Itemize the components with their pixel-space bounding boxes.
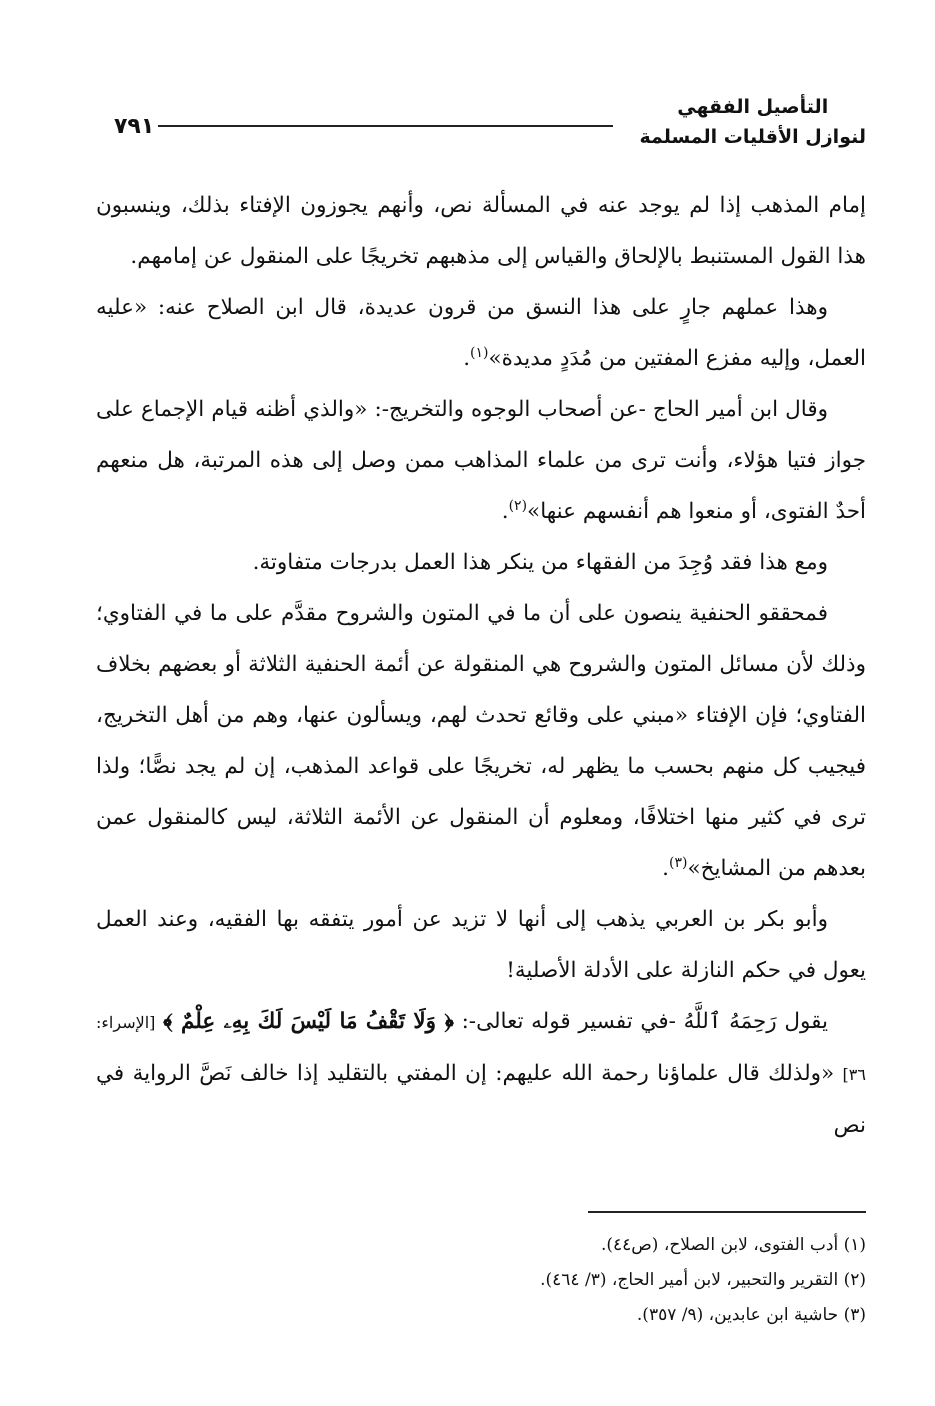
footnote-ref-3[interactable]: (٣) xyxy=(668,854,688,871)
footnote-ref-2[interactable]: (٢) xyxy=(508,497,528,514)
paragraph-2 xyxy=(96,282,866,384)
footnote-1: (١) أدب الفتوى، لابن الصلاح، (ص٤٤). xyxy=(600,1235,866,1255)
paragraph-4: ومع هذا فقد وُجِدَ من الفقهاء من ينكر هذا العمل بدرجات متفاوتة. xyxy=(252,550,828,575)
paragraph-2-text: وهذا عملهم جارٍ على هذا النسق من قرون عديدة، قال ابن الصلاح عنه: «عليه العمل، وإليه مفزع المفتين من مُدَدٍ مديدة» xyxy=(96,295,866,371)
body-text xyxy=(96,180,866,1151)
footnote-separator xyxy=(588,1211,866,1213)
footnotes xyxy=(96,1228,866,1333)
paragraph-7-intro: يقول رَحِمَهُ ٱللَّهُ -في تفسير قوله تعالى-: xyxy=(461,1009,828,1034)
running-title xyxy=(639,92,866,152)
paragraph-3-text: وقال ابن أمير الحاج -عن أصحاب الوجوه والتخريج-: «والذي أظنه قيام الإجماع على جواز فتيا هؤلاء، وأنت ترى من علماء المذاهب ممن وصل إلى هذه المرتبة، هل منعهم أحدٌ الفتوى، أو منعوا هم أنفسهم عنها» xyxy=(96,397,866,524)
verse-citation: [الإسراء: ٣٦] xyxy=(96,1013,866,1084)
paragraph-1: إمام المذهب إذا لم يوجد عنه في المسألة نص، وأنهم يجوزون الإفتاء بذلك، وينسبون هذا القول المستنبط بالإلحاق والقياس إلى مذهبهم تخريجًا على المنقول عن إمامهم. xyxy=(96,193,866,269)
footnote-3: (٣) حاشية ابن عابدين، (٩/ ٣٥٧). xyxy=(636,1305,866,1325)
paragraph-5 xyxy=(96,588,866,894)
header-rule xyxy=(158,125,613,127)
page-header xyxy=(86,92,866,162)
paragraph-6: وأبو بكر بن العربي يذهب إلى أنها لا تزيد عن أمور يتفقه بها الفقيه، وعند العمل يعول في حكم النازلة على الأدلة الأصلية! xyxy=(96,907,866,983)
paragraph-5-end: . xyxy=(662,856,669,881)
paragraph-3 xyxy=(96,384,866,537)
paragraph-3-end: . xyxy=(501,499,509,524)
running-title-line2: لنوازل الأقليات المسلمة xyxy=(639,126,866,148)
footnote-2: (٢) التقرير والتحبير، لابن أمير الحاج، (٣/ ٤٦٤). xyxy=(540,1270,866,1290)
quran-verse: ﴿ وَلَا تَقْفُ مَا لَيْسَ لَكَ بِهِۦ عِلْمٌ ﴾ xyxy=(163,1009,454,1034)
running-title-line1: التأصيل الفقهي xyxy=(677,96,829,118)
paragraph-2-end: . xyxy=(463,346,471,371)
paragraph-7-rest: «ولذلك قال علماؤنا رحمة الله عليهم: إن المفتي بالتقليد إذا خالف نَصَّ الرواية في نص xyxy=(96,1061,866,1138)
paragraph-7 xyxy=(96,996,866,1151)
page-number: ٧٩١ xyxy=(114,114,155,139)
footnote-ref-1[interactable]: (١) xyxy=(470,344,489,361)
paragraph-5-text: فمحققو الحنفية ينصون على أن ما في المتون والشروح مقدَّم على ما في الفتاوي؛ وذلك لأن مسائل المتون والشروح هي المنقولة عن أئمة الحنفية الثلاثة أو بعضهم بخلاف الفتاوي؛ فإن الإفتاء «مبني على وقائع تحدث لهم، ويسألون عنها، وهم من أهل التخريج، فيجيب كل منهم بحسب ما يظهر له، تخريجًا على قواعد المذهب، إن لم يجد نصًّا؛ ولذا ترى في كثير منها اختلافًا، ومعلوم أن المنقول عن الأئمة الثلاثة، ليس كالمنقول عمن بعدهم من المشايخ» xyxy=(96,601,866,881)
